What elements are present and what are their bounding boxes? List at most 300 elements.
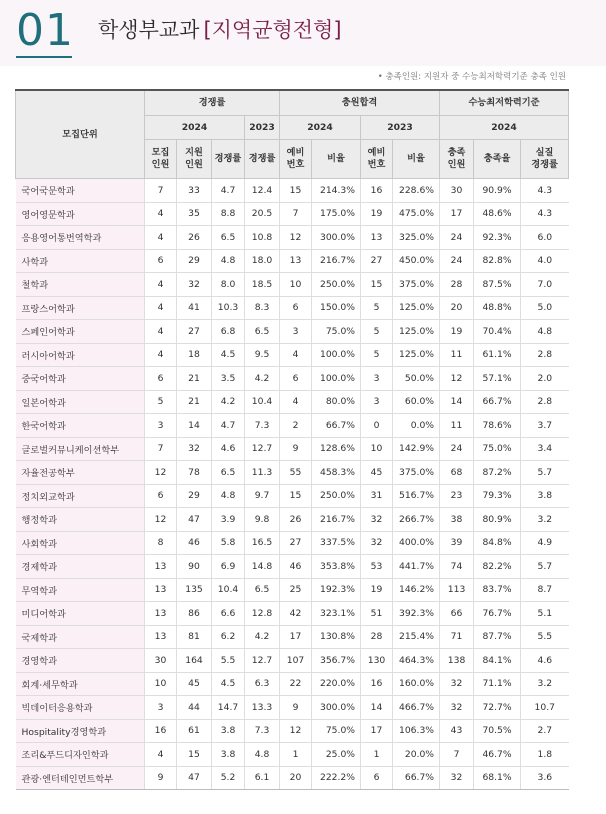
- cell-applicants: 46: [177, 531, 212, 555]
- cell-comp2023: 12.8: [245, 602, 280, 626]
- cell-quota: 12: [145, 508, 177, 532]
- cell-wait2024: 12: [280, 719, 312, 743]
- cell-met: 20: [440, 296, 474, 320]
- cell-applicants: 164: [177, 649, 212, 673]
- cell-met: 32: [440, 696, 474, 720]
- cell-dept: 관광·엔터테인먼트학부: [16, 766, 145, 790]
- cell-met: 28: [440, 273, 474, 297]
- cell-comp: 4.8: [212, 484, 245, 508]
- cell-met-rate: 48.8%: [474, 296, 521, 320]
- cell-ratio2024: 222.2%: [312, 766, 361, 790]
- cell-met: 12: [440, 367, 474, 391]
- cell-comp: 6.9: [212, 555, 245, 579]
- cell-comp2023: 20.5: [245, 202, 280, 226]
- cell-quota: 6: [145, 484, 177, 508]
- cell-applicants: 26: [177, 226, 212, 250]
- cell-met: 38: [440, 508, 474, 532]
- cell-comp: 6.5: [212, 226, 245, 250]
- cell-quota: 4: [145, 343, 177, 367]
- cell-comp: 6.2: [212, 625, 245, 649]
- cell-comp2023: 6.3: [245, 672, 280, 696]
- cell-applicants: 32: [177, 437, 212, 461]
- table-row: [16, 719, 569, 743]
- cell-comp: 14.7: [212, 696, 245, 720]
- cell-comp: 4.6: [212, 437, 245, 461]
- year-header-comp-2024: 2024: [145, 116, 245, 140]
- cell-quota: 16: [145, 719, 177, 743]
- cell-ratio2024: 353.8%: [312, 555, 361, 579]
- cell-comp2023: 12.7: [245, 649, 280, 673]
- cell-met-rate: 78.6%: [474, 414, 521, 438]
- cell-quota: 13: [145, 625, 177, 649]
- cell-met: 39: [440, 531, 474, 555]
- table-row: [16, 179, 569, 203]
- cell-ratio2023: 375.0%: [393, 461, 440, 485]
- table-body: [16, 179, 569, 790]
- cell-wait2023: 14: [361, 696, 393, 720]
- cell-met: 17: [440, 202, 474, 226]
- cell-comp: 4.5: [212, 343, 245, 367]
- cell-ratio2023: 50.0%: [393, 367, 440, 391]
- cell-met: 74: [440, 555, 474, 579]
- cell-real: 5.0: [521, 296, 569, 320]
- cell-wait2023: 5: [361, 296, 393, 320]
- cell-quota: 7: [145, 437, 177, 461]
- cell-applicants: 27: [177, 320, 212, 344]
- cell-wait2024: 20: [280, 766, 312, 790]
- cell-ratio2024: 356.7%: [312, 649, 361, 673]
- cell-wait2024: 46: [280, 555, 312, 579]
- cell-comp: 3.9: [212, 508, 245, 532]
- table-row: [16, 555, 569, 579]
- cell-ratio2023: 441.7%: [393, 555, 440, 579]
- cell-ratio2024: 300.0%: [312, 696, 361, 720]
- sub-header-comp-rate: 경쟁률: [212, 140, 245, 179]
- cell-wait2023: 16: [361, 179, 393, 203]
- cell-wait2023: 3: [361, 367, 393, 391]
- cell-met-rate: 80.9%: [474, 508, 521, 532]
- cell-ratio2023: 475.0%: [393, 202, 440, 226]
- cell-applicants: 47: [177, 766, 212, 790]
- cell-comp2023: 9.8: [245, 508, 280, 532]
- cell-ratio2024: 25.0%: [312, 743, 361, 767]
- cell-applicants: 21: [177, 390, 212, 414]
- cell-dept: 글로벌커뮤니케이션학부: [16, 437, 145, 461]
- sub-header-quota: 모집 인원: [145, 140, 177, 179]
- cell-wait2024: 27: [280, 531, 312, 555]
- cell-real: 4.0: [521, 249, 569, 273]
- cell-met-rate: 70.4%: [474, 320, 521, 344]
- cell-quota: 6: [145, 367, 177, 391]
- cell-real: 4.6: [521, 649, 569, 673]
- cell-ratio2023: 215.4%: [393, 625, 440, 649]
- cell-real: 5.1: [521, 602, 569, 626]
- cell-comp2023: 10.4: [245, 390, 280, 414]
- cell-dept: 빅데이터응용학과: [16, 696, 145, 720]
- cell-wait2024: 22: [280, 672, 312, 696]
- cell-real: 3.7: [521, 414, 569, 438]
- table-row: [16, 461, 569, 485]
- cell-comp2023: 16.5: [245, 531, 280, 555]
- cell-applicants: 15: [177, 743, 212, 767]
- sub-header-waitlist-2024: 예비 번호: [280, 140, 312, 179]
- cell-dept: 국제학과: [16, 625, 145, 649]
- table-row: [16, 414, 569, 438]
- cell-wait2023: 45: [361, 461, 393, 485]
- cell-comp2023: 6.5: [245, 578, 280, 602]
- cell-dept: 러시아어학과: [16, 343, 145, 367]
- cell-met: 19: [440, 320, 474, 344]
- cell-real: 4.3: [521, 202, 569, 226]
- cell-ratio2023: 228.6%: [393, 179, 440, 203]
- cell-met-rate: 87.7%: [474, 625, 521, 649]
- cell-real: 2.8: [521, 343, 569, 367]
- cell-dept: 영어영문학과: [16, 202, 145, 226]
- table-row: [16, 484, 569, 508]
- cell-applicants: 32: [177, 273, 212, 297]
- cell-quota: 4: [145, 202, 177, 226]
- cell-ratio2023: 450.0%: [393, 249, 440, 273]
- table-row: [16, 696, 569, 720]
- cell-wait2023: 5: [361, 320, 393, 344]
- cell-applicants: 35: [177, 202, 212, 226]
- cell-comp: 5.5: [212, 649, 245, 673]
- cell-wait2023: 27: [361, 249, 393, 273]
- cell-wait2024: 4: [280, 343, 312, 367]
- cell-wait2024: 12: [280, 226, 312, 250]
- cell-wait2024: 2: [280, 414, 312, 438]
- sub-header-real-comp: 실질 경쟁률: [521, 140, 569, 179]
- cell-real: 3.4: [521, 437, 569, 461]
- cell-wait2023: 31: [361, 484, 393, 508]
- cell-wait2024: 17: [280, 625, 312, 649]
- cell-ratio2024: 100.0%: [312, 367, 361, 391]
- cell-quota: 4: [145, 296, 177, 320]
- cell-wait2024: 1: [280, 743, 312, 767]
- cell-wait2023: 130: [361, 649, 393, 673]
- cell-comp2023: 6.1: [245, 766, 280, 790]
- cell-real: 3.8: [521, 484, 569, 508]
- cell-comp: 3.5: [212, 367, 245, 391]
- cell-ratio2023: 66.7%: [393, 766, 440, 790]
- cell-ratio2024: 250.0%: [312, 273, 361, 297]
- cell-real: 2.8: [521, 390, 569, 414]
- year-header-add-2024: 2024: [280, 116, 361, 140]
- cell-comp: 10.3: [212, 296, 245, 320]
- admission-table: [15, 89, 569, 790]
- cell-met-rate: 82.2%: [474, 555, 521, 579]
- cell-met-rate: 75.0%: [474, 437, 521, 461]
- cell-wait2023: 17: [361, 719, 393, 743]
- cell-real: 6.0: [521, 226, 569, 250]
- cell-applicants: 33: [177, 179, 212, 203]
- cell-comp: 5.8: [212, 531, 245, 555]
- cell-quota: 4: [145, 320, 177, 344]
- cell-met: 24: [440, 437, 474, 461]
- table-row: [16, 226, 569, 250]
- table-row: [16, 320, 569, 344]
- cell-ratio2023: 125.0%: [393, 343, 440, 367]
- cell-met: 113: [440, 578, 474, 602]
- cell-dept: 응용영어통번역학과: [16, 226, 145, 250]
- cell-dept: 사회학과: [16, 531, 145, 555]
- table-row: [16, 743, 569, 767]
- sub-header-met-rate: 충족율: [474, 140, 521, 179]
- cell-quota: 13: [145, 578, 177, 602]
- cell-ratio2024: 337.5%: [312, 531, 361, 555]
- page-title-sub: [지역균형전형]: [203, 18, 342, 42]
- cell-applicants: 44: [177, 696, 212, 720]
- table-row: [16, 578, 569, 602]
- cell-quota: 3: [145, 414, 177, 438]
- cell-wait2023: 28: [361, 625, 393, 649]
- cell-dept: 경영학과: [16, 649, 145, 673]
- table-row: [16, 625, 569, 649]
- cell-comp2023: 13.3: [245, 696, 280, 720]
- cell-ratio2024: 216.7%: [312, 249, 361, 273]
- cell-dept: 무역학과: [16, 578, 145, 602]
- table-row: [16, 343, 569, 367]
- cell-quota: 9: [145, 766, 177, 790]
- table-row: [16, 296, 569, 320]
- cell-comp2023: 4.2: [245, 367, 280, 391]
- cell-comp2023: 18.5: [245, 273, 280, 297]
- table-row: [16, 249, 569, 273]
- cell-met: 68: [440, 461, 474, 485]
- cell-met: 66: [440, 602, 474, 626]
- cell-comp: 4.8: [212, 249, 245, 273]
- table-row: [16, 531, 569, 555]
- cell-wait2023: 13: [361, 226, 393, 250]
- cell-quota: 6: [145, 249, 177, 273]
- cell-comp2023: 4.8: [245, 743, 280, 767]
- cell-ratio2024: 250.0%: [312, 484, 361, 508]
- sub-header-met: 충족 인원: [440, 140, 474, 179]
- cell-ratio2023: 142.9%: [393, 437, 440, 461]
- cell-applicants: 45: [177, 672, 212, 696]
- cell-comp2023: 7.3: [245, 414, 280, 438]
- cell-wait2024: 15: [280, 179, 312, 203]
- cell-comp2023: 7.3: [245, 719, 280, 743]
- cell-ratio2024: 80.0%: [312, 390, 361, 414]
- cell-ratio2024: 66.7%: [312, 414, 361, 438]
- cell-met: 11: [440, 414, 474, 438]
- cell-met-rate: 84.8%: [474, 531, 521, 555]
- cell-met-rate: 84.1%: [474, 649, 521, 673]
- cell-quota: 5: [145, 390, 177, 414]
- cell-wait2024: 13: [280, 249, 312, 273]
- sub-header-comp-rate-2023: 경쟁률: [245, 140, 280, 179]
- cell-met-rate: 79.3%: [474, 484, 521, 508]
- table-row: [16, 202, 569, 226]
- table-row: [16, 649, 569, 673]
- cell-wait2024: 15: [280, 484, 312, 508]
- group-header-competition: 경쟁률: [145, 90, 280, 116]
- cell-met-rate: 66.7%: [474, 390, 521, 414]
- cell-quota: 4: [145, 273, 177, 297]
- cell-dept: 미디어학과: [16, 602, 145, 626]
- cell-quota: 13: [145, 602, 177, 626]
- cell-comp: 8.8: [212, 202, 245, 226]
- cell-dept: 철학과: [16, 273, 145, 297]
- cell-met-rate: 71.1%: [474, 672, 521, 696]
- footnote: • 충족인원: 지원자 중 수능최저학력기준 충족 인원: [377, 72, 566, 82]
- cell-met: 11: [440, 343, 474, 367]
- cell-applicants: 47: [177, 508, 212, 532]
- cell-dept: 스페인어학과: [16, 320, 145, 344]
- cell-comp2023: 9.5: [245, 343, 280, 367]
- cell-met: 24: [440, 226, 474, 250]
- table-row: [16, 390, 569, 414]
- cell-comp2023: 14.8: [245, 555, 280, 579]
- cell-met-rate: 57.1%: [474, 367, 521, 391]
- cell-comp2023: 8.3: [245, 296, 280, 320]
- group-header-csat: 수능최저학력기준: [440, 90, 569, 116]
- table-row: [16, 672, 569, 696]
- cell-ratio2024: 214.3%: [312, 179, 361, 203]
- table-row: [16, 508, 569, 532]
- cell-ratio2023: 146.2%: [393, 578, 440, 602]
- cell-quota: 4: [145, 743, 177, 767]
- cell-ratio2023: 325.0%: [393, 226, 440, 250]
- cell-wait2023: 3: [361, 390, 393, 414]
- cell-applicants: 14: [177, 414, 212, 438]
- cell-dept: 국어국문학과: [16, 179, 145, 203]
- year-header-csat-2024: 2024: [440, 116, 569, 140]
- cell-real: 3.2: [521, 672, 569, 696]
- cell-ratio2024: 150.0%: [312, 296, 361, 320]
- cell-wait2023: 19: [361, 578, 393, 602]
- cell-met-rate: 46.7%: [474, 743, 521, 767]
- cell-real: 4.9: [521, 531, 569, 555]
- cell-real: 4.8: [521, 320, 569, 344]
- cell-ratio2023: 106.3%: [393, 719, 440, 743]
- sub-header-applicants: 지원 인원: [177, 140, 212, 179]
- cell-wait2023: 10: [361, 437, 393, 461]
- cell-ratio2024: 130.8%: [312, 625, 361, 649]
- chapter-number: 01: [16, 5, 74, 56]
- cell-real: 2.7: [521, 719, 569, 743]
- cell-wait2023: 19: [361, 202, 393, 226]
- cell-real: 5.5: [521, 625, 569, 649]
- cell-real: 3.2: [521, 508, 569, 532]
- cell-wait2023: 32: [361, 531, 393, 555]
- cell-comp2023: 11.3: [245, 461, 280, 485]
- cell-comp: 3.8: [212, 743, 245, 767]
- cell-applicants: 90: [177, 555, 212, 579]
- cell-wait2023: 1: [361, 743, 393, 767]
- year-header-add-2023: 2023: [361, 116, 440, 140]
- cell-comp: 5.2: [212, 766, 245, 790]
- cell-met-rate: 83.7%: [474, 578, 521, 602]
- cell-real: 7.0: [521, 273, 569, 297]
- cell-real: 1.8: [521, 743, 569, 767]
- cell-ratio2024: 220.0%: [312, 672, 361, 696]
- cell-met: 24: [440, 249, 474, 273]
- cell-comp2023: 4.2: [245, 625, 280, 649]
- cell-wait2024: 3: [280, 320, 312, 344]
- cell-comp: 4.7: [212, 179, 245, 203]
- table-row: [16, 602, 569, 626]
- cell-applicants: 29: [177, 249, 212, 273]
- cell-ratio2023: 160.0%: [393, 672, 440, 696]
- cell-dept: 중국어학과: [16, 367, 145, 391]
- cell-quota: 4: [145, 226, 177, 250]
- cell-met: 32: [440, 672, 474, 696]
- cell-wait2024: 25: [280, 578, 312, 602]
- year-header-comp-2023: 2023: [245, 116, 280, 140]
- cell-ratio2023: 400.0%: [393, 531, 440, 555]
- cell-wait2023: 5: [361, 343, 393, 367]
- cell-dept: 자율전공학부: [16, 461, 145, 485]
- cell-ratio2024: 216.7%: [312, 508, 361, 532]
- cell-applicants: 18: [177, 343, 212, 367]
- cell-wait2024: 6: [280, 367, 312, 391]
- cell-real: 10.7: [521, 696, 569, 720]
- sub-header-ratio-2024: 비율: [312, 140, 361, 179]
- cell-comp: 6.8: [212, 320, 245, 344]
- cell-comp2023: 12.4: [245, 179, 280, 203]
- cell-dept: 경제학과: [16, 555, 145, 579]
- cell-comp: 4.5: [212, 672, 245, 696]
- cell-ratio2024: 75.0%: [312, 320, 361, 344]
- cell-comp2023: 6.5: [245, 320, 280, 344]
- cell-applicants: 86: [177, 602, 212, 626]
- cell-ratio2023: 60.0%: [393, 390, 440, 414]
- cell-ratio2023: 464.3%: [393, 649, 440, 673]
- cell-ratio2023: 516.7%: [393, 484, 440, 508]
- cell-ratio2023: 266.7%: [393, 508, 440, 532]
- cell-met-rate: 48.6%: [474, 202, 521, 226]
- cell-met-rate: 70.5%: [474, 719, 521, 743]
- cell-met-rate: 76.7%: [474, 602, 521, 626]
- cell-applicants: 81: [177, 625, 212, 649]
- cell-dept: 사학과: [16, 249, 145, 273]
- group-header-additional: 충원합격: [280, 90, 440, 116]
- cell-quota: 8: [145, 531, 177, 555]
- cell-met-rate: 90.9%: [474, 179, 521, 203]
- cell-ratio2024: 175.0%: [312, 202, 361, 226]
- cell-wait2023: 16: [361, 672, 393, 696]
- cell-met-rate: 68.1%: [474, 766, 521, 790]
- cell-ratio2024: 323.1%: [312, 602, 361, 626]
- cell-real: 8.7: [521, 578, 569, 602]
- cell-quota: 3: [145, 696, 177, 720]
- cell-comp: 4.7: [212, 414, 245, 438]
- table-row: [16, 367, 569, 391]
- cell-ratio2023: 125.0%: [393, 296, 440, 320]
- cell-comp2023: 10.8: [245, 226, 280, 250]
- cell-ratio2023: 20.0%: [393, 743, 440, 767]
- cell-met: 7: [440, 743, 474, 767]
- cell-dept: 한국어학과: [16, 414, 145, 438]
- page-title-main: 학생부교과: [98, 18, 200, 42]
- cell-ratio2024: 300.0%: [312, 226, 361, 250]
- cell-wait2023: 0: [361, 414, 393, 438]
- sub-header-ratio-2023: 비율: [393, 140, 440, 179]
- cell-quota: 30: [145, 649, 177, 673]
- cell-comp2023: 12.7: [245, 437, 280, 461]
- cell-met-rate: 72.7%: [474, 696, 521, 720]
- cell-quota: 7: [145, 179, 177, 203]
- cell-wait2023: 53: [361, 555, 393, 579]
- cell-comp: 10.4: [212, 578, 245, 602]
- cell-dept: 회계·세무학과: [16, 672, 145, 696]
- cell-met: 138: [440, 649, 474, 673]
- cell-applicants: 21: [177, 367, 212, 391]
- col-header-unit: 모집단위: [16, 90, 145, 179]
- sub-header-waitlist-2023: 예비 번호: [361, 140, 393, 179]
